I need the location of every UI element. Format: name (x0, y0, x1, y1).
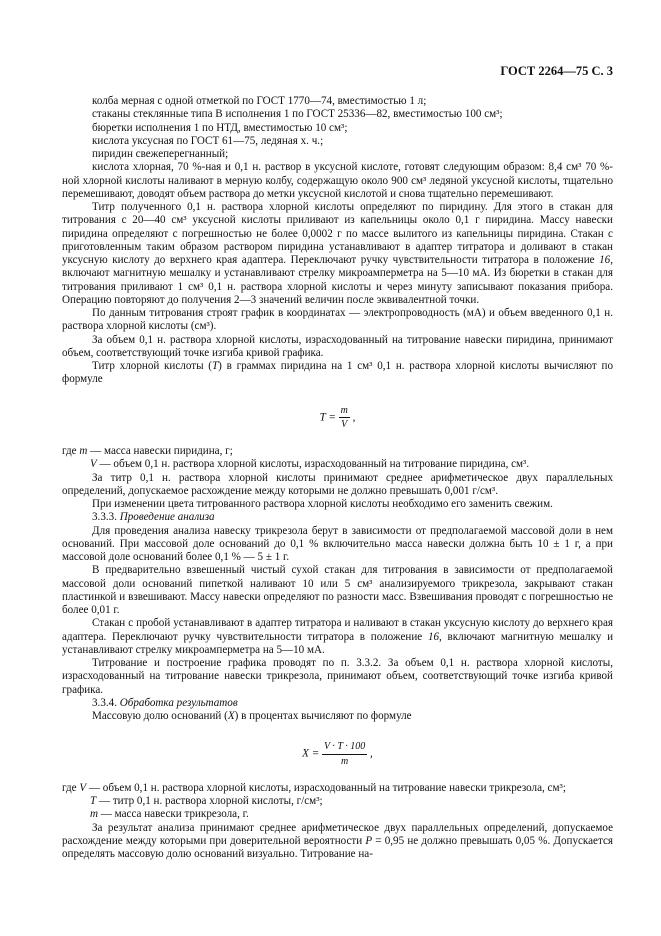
fraction (339, 404, 350, 432)
paragraph: кислота хлорная, 70 %-ная и 0,1 н. раствор в уксусной кислоте, готовят следующим образом: 8,4 см³ 70 %-ной хлорной кислоты наливают в мерную колбу, содержащую около 900 см³ ледяной уксусной кислоты, тщательно перемешивают, доводят объем раствора до метки уксусной кислотой и снова тщательно перемешивают. (62, 161, 613, 200)
paragraph: Титрование и построение графика проводят по п. 3.3.2. За объем 0,1 н. раствора хлорной кислоты, израсходованный на титрование навески трикрезола, принимают объем, соответствующий точке изгиба кривой графика. (62, 657, 613, 696)
section-number: 3.3.4. (92, 696, 120, 709)
text: — титр 0,1 н. раствора хлорной кислоты, г/см³; (96, 795, 323, 807)
where-line (62, 445, 613, 458)
text: Титр полученного 0,1 н. раствора хлорной кислоты определяют по пиридину. Для этого в стакан для титрования с 20—40 см³ уксусной кислоты приливают из капельницы около 0,1 г пиридина. Массу навески пиридина определяют с погрешностью не более 0,0002 г по массе вылитого из капельницы пиридина. Стакан с приготовленным таким образом раствором пиридина устанавливают в адаптер титратора и доливают в стакан уксусную кислоту до верхнего края адаптера. Переключают ручку чувствительности титратора в положение (62, 201, 613, 266)
formula-bases (62, 740, 613, 768)
list-item: стаканы стеклянные типа В исполнения 1 по ГОСТ 25336—82, вместимостью 100 см³; (92, 108, 503, 121)
text: За результат анализа принимают среднее арифметическое двух параллельных определений, допускаемое расхождение между которыми при доверительной вероятности (62, 821, 613, 847)
text: Стакан с пробой устанавливают в адаптер титратора и наливают в стакан уксусную кислоту до верхнего края адаптера. Переключают ручку чувствительности титратора в положение (62, 617, 613, 643)
formula-lhs: X = (302, 747, 322, 760)
list-item: кислота уксусная по ГОСТ 61—75, ледяная х. ч.; (92, 134, 324, 147)
paragraph (62, 822, 613, 862)
paragraph (62, 360, 613, 387)
section-number: 3.3.3. (92, 511, 120, 524)
text: — масса навески трикрезола, г. (98, 808, 249, 821)
where-line (62, 458, 613, 471)
section-title: Обработка результатов (119, 696, 238, 709)
where-line (62, 808, 613, 821)
paragraph (62, 201, 613, 307)
text: — объем 0,1 н. раствора хлорной кислоты, израсходованный на титрование пиридина, см³. (96, 458, 530, 471)
section-title: Проведение анализа (119, 511, 215, 524)
text: Титр хлорной кислоты ( (92, 360, 212, 372)
where-line (62, 795, 613, 808)
position-value: 16 (427, 630, 440, 643)
denominator: m (341, 755, 349, 767)
paragraph: В предварительно взвешенный чистый сухой стакан для титрования в зависимости от предполагаемой массовой доли оснований пипеткой наливают 10 или 5 см³ анализируемого трикрезола, закрывают стакан пластинкой и взвешивают. Массу навески определяют по разности масс. Взвешивания проводят с погрешностью не более 0,01 г. (62, 564, 613, 616)
denominator: V (341, 418, 348, 430)
numerator: V · T · 100 (322, 740, 367, 754)
paragraph: При изменении цвета титрованного раствора хлорной кислоты необходимо его заменить свежим. (92, 498, 553, 510)
paragraph: По данным титрования строят график в координатах — электропроводность (мА) и объем введенного 0,1 н. раствора хлорной кислоты (см³). (62, 307, 613, 333)
text: где (62, 781, 80, 794)
text: ) в граммах пиридина на 1 см³ 0,1 н. раствора хлорной кислоты вычисляют по формуле (62, 360, 613, 386)
where-line (62, 782, 613, 795)
variable: T (90, 795, 97, 807)
variable: X (227, 710, 235, 722)
variable: m (90, 808, 99, 821)
formula-tail: , (349, 410, 356, 423)
text: , включают магнитную мешалку и устанавливают стрелку микроамперметра на 5—10 мА. (62, 630, 614, 656)
section-heading (62, 511, 613, 524)
text: Массовую долю оснований ( (92, 710, 228, 722)
paragraph: Для проведения анализа навеску трикрезола берут в зависимости от предполагаемой массовой доли в нем оснований. При массовой доле оснований до 0,1 % включительно масса навески должна быть 10 ± 1 г, а при массовой доле оснований более 0,1 % — 5 ± 1 г. (62, 524, 613, 563)
variable: P (365, 834, 373, 847)
text: — масса навески пиридина, г; (87, 445, 233, 457)
text: , включают магнитную мешалку и устанавливают стрелку микроамперметра на 5—10 мА. Из бюретки в стакан для титрования приливают 1 см³ 0,1 н. раствора хлорной кислоты и через минуту записывают показания прибора. Операцию повторяют до получения 2—3 значений величин после эквивалентной точки. (62, 254, 613, 306)
text: — объем 0,1 н. раствора хлорной кислоты, израсходованный на титрование навески трикрезола, см³; (86, 781, 566, 794)
formula-tail: , (367, 747, 373, 760)
document-body (62, 95, 613, 861)
variable: V (79, 781, 87, 794)
paragraph: За объем 0,1 н. раствора хлорной кислоты, израсходованный на титрование навески пиридина, принимают объем, соответствующий точке изгиба кривой графика. (62, 333, 613, 359)
variable: V (90, 458, 97, 471)
paragraph (62, 710, 613, 723)
text: где (62, 445, 80, 457)
numerator: m (339, 404, 350, 418)
formula-titer (62, 404, 613, 432)
fraction (322, 740, 367, 768)
list-item: пиридин свежеперегнанный; (92, 148, 229, 160)
variable: T (211, 360, 219, 372)
variable: m (79, 445, 88, 457)
page-header: ГОСТ 2264—75 С. 3 (500, 64, 613, 78)
paragraph (62, 617, 613, 657)
paragraph: За титр 0,1 н. раствора хлорной кислоты принимают среднее арифметическое двух параллельных определений, допускаемое расхождение между которыми не должно превышать 0,001 г/см³. (62, 471, 613, 497)
formula-lhs: T = (319, 410, 339, 423)
text: ) в процентах вычисляют по формуле (234, 710, 412, 722)
list-item: колба мерная с одной отметкой по ГОСТ 1770—74, вместимостью 1 л; (92, 95, 427, 107)
position-value: 16 (599, 254, 611, 266)
text: = 0,95 не должно превышать 0,05 %. Допускается определять массовую долю оснований визуально. Титрование на- (62, 834, 613, 860)
section-heading (62, 697, 613, 710)
list-item: бюретки исполнения 1 по НТД, вместимостью 10 см³; (92, 121, 348, 134)
